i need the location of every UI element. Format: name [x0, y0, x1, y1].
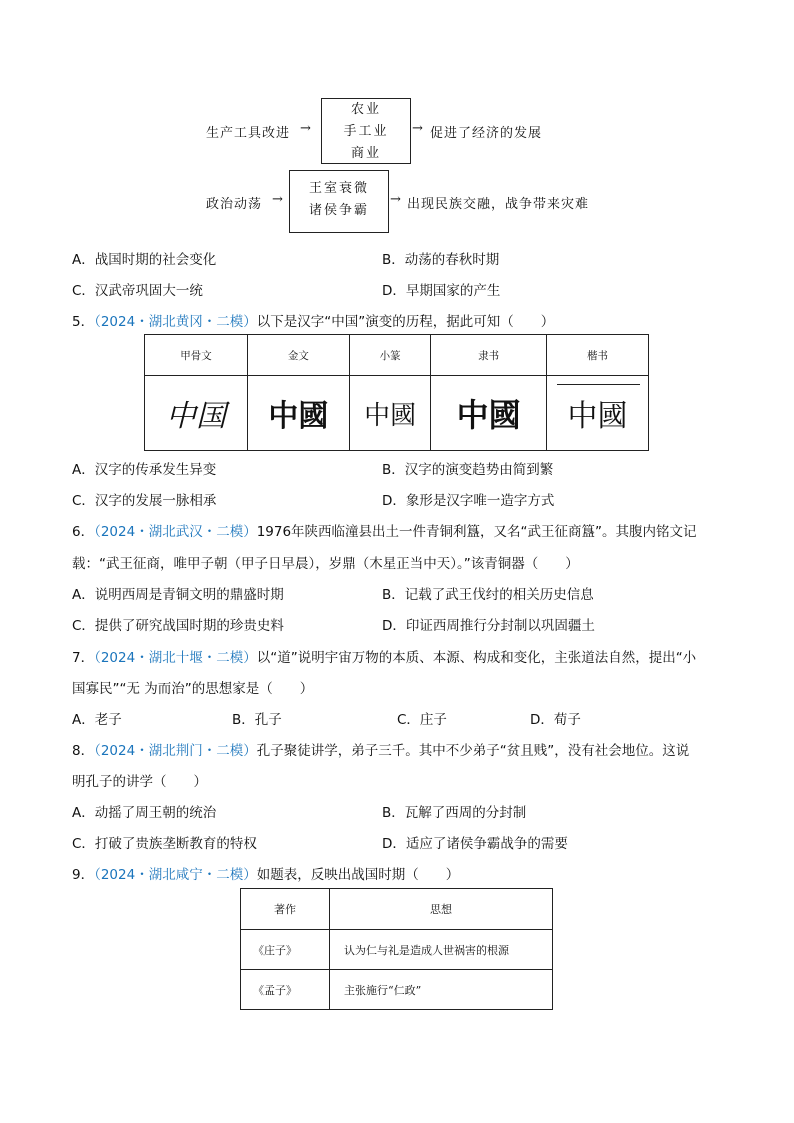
diagram-box-line: 王室衰微	[308, 181, 369, 196]
q5-option-d[interactable]: D．象形是汉字唯一造字方式	[382, 493, 555, 509]
question-source: （2024・湖北十堰・二模）	[94, 650, 257, 666]
q7-option-c[interactable]: C．庄子	[397, 712, 447, 728]
diagram-cause-2: 政治动荡	[206, 197, 263, 212]
diagram-box-economy	[321, 98, 411, 164]
q4-option-a[interactable]: A．战国时期的社会变化	[72, 252, 217, 268]
clerical-script-glyph: 中國	[456, 396, 521, 434]
q5-option-b[interactable]: B．汉字的演变趋势由简到繁	[382, 462, 554, 478]
table-header: 隶书	[431, 335, 547, 376]
question-number: 9．	[72, 867, 95, 883]
question-text: 以下是汉字“中国”演变的历程，据此可知（ ）	[256, 314, 555, 330]
q5-option-c[interactable]: C．汉字的发展一脉相承	[72, 493, 217, 509]
arrow-icon: →	[300, 121, 312, 136]
table-cell	[145, 376, 248, 451]
question-text: 1976年陕西临潼县出土一件青铜利簋，又名“武王征商簋”。其腹内铭文记	[256, 524, 697, 540]
table-cell	[349, 376, 430, 451]
table-cell	[247, 376, 349, 451]
table-header: 著作	[241, 889, 330, 930]
q7-stem	[72, 646, 696, 666]
diagram-effect-1: 促进了经济的发展	[430, 126, 543, 141]
question-number: 5．	[72, 314, 95, 330]
question-number: 7．	[72, 650, 95, 666]
small-seal-glyph: 中國	[364, 400, 417, 431]
diagram-box-line: 手工业	[343, 124, 389, 139]
q5-option-a[interactable]: A．汉字的传承发生异变	[72, 462, 217, 478]
q6-option-a[interactable]: A．说明西周是青铜文明的鼎盛时期	[72, 587, 284, 603]
diagram-box-line: 农业	[350, 102, 381, 117]
oracle-bone-glyph: 中国	[165, 399, 226, 434]
arrow-icon: →	[272, 192, 284, 207]
table-header: 金文	[247, 335, 349, 376]
q6-option-d[interactable]: D．印证西周推行分封制以巩固疆土	[382, 618, 595, 634]
q7-option-d[interactable]: D．荀子	[530, 712, 581, 728]
q8-stem	[72, 739, 689, 759]
question-number: 6．	[72, 524, 95, 540]
q9-stem	[72, 863, 459, 883]
q8-option-b[interactable]: B．瓦解了西周的分封制	[382, 805, 527, 821]
question-text: 以“道”说明宇宙万物的本质、本源、构成和变化，主张道法自然，提出“小	[256, 650, 697, 666]
question-source: （2024・湖北咸宁・二模）	[94, 867, 257, 883]
diagram-box-politics	[289, 170, 389, 233]
table-header: 小篆	[349, 335, 430, 376]
diagram-box-line: 商业	[350, 146, 381, 161]
question-source: （2024・湖北武汉・二模）	[94, 524, 257, 540]
q6-option-b[interactable]: B．记载了武王伐纣的相关历史信息	[382, 587, 594, 603]
q6-stem-line2: 载：“武王征商，唯甲子朝（甲子日早晨），岁鼎（木星正当中天）。”该青铜器（ ）	[72, 556, 579, 572]
diagram-cause-1: 生产工具改进	[206, 126, 291, 141]
q5-stem	[72, 310, 554, 330]
q7-option-b[interactable]: B．孔子	[232, 712, 282, 728]
table-header: 思想	[330, 889, 553, 930]
q8-stem-line2: 明孔子的讲学（ ）	[72, 774, 207, 790]
q4-option-b[interactable]: B．动荡的春秋时期	[382, 252, 500, 268]
table-cell	[546, 376, 648, 451]
arrow-icon: →	[412, 121, 424, 136]
table-cell: 《孟子》	[241, 970, 330, 1010]
table-cell	[431, 376, 547, 451]
character-evolution-table	[144, 334, 649, 451]
q6-option-c[interactable]: C．提供了研究战国时期的珍贵史料	[72, 618, 284, 634]
diagram-effect-2: 出现民族交融，战争带来灾难	[407, 197, 590, 212]
question-text: 如题表，反映出战国时期（ ）	[256, 867, 460, 883]
arrow-icon: →	[390, 192, 402, 207]
q6-stem	[72, 520, 697, 540]
q4-option-c[interactable]: C．汉武帝巩固大一统	[72, 283, 203, 299]
diagram-box-line: 诸侯争霸	[308, 203, 369, 218]
regular-script-glyph: 中國	[567, 399, 628, 434]
q7-option-a[interactable]: A．老子	[72, 712, 122, 728]
table-header: 甲骨文	[145, 335, 248, 376]
thought-table	[240, 888, 553, 1010]
table-header: 楷书	[546, 335, 648, 376]
bronze-script-glyph: 中國	[268, 399, 329, 434]
table-cell: 主张施行“仁政”	[330, 970, 553, 1010]
question-number: 8．	[72, 743, 95, 759]
table-row	[241, 930, 553, 970]
question-source: （2024・湖北荆门・二模）	[94, 743, 257, 759]
q8-option-d[interactable]: D．适应了诸侯争霸战争的需要	[382, 836, 568, 852]
q4-option-d[interactable]: D．早期国家的产生	[382, 283, 501, 299]
question-source: （2024・湖北黄冈・二模）	[94, 314, 257, 330]
divider	[557, 384, 640, 385]
q8-option-c[interactable]: C．打破了贵族垄断教育的特权	[72, 836, 257, 852]
q7-stem-line2: 国寡民”“无 为而治”的思想家是（ ）	[72, 681, 314, 697]
table-cell: 《庄子》	[241, 930, 330, 970]
table-cell: 认为仁与礼是造成人世祸害的根源	[330, 930, 553, 970]
question-text: 孔子聚徒讲学，弟子三千。其中不少弟子“贫且贱”，没有社会地位。这说	[256, 743, 690, 759]
table-row	[241, 970, 553, 1010]
q8-option-a[interactable]: A．动摇了周王朝的统治	[72, 805, 217, 821]
